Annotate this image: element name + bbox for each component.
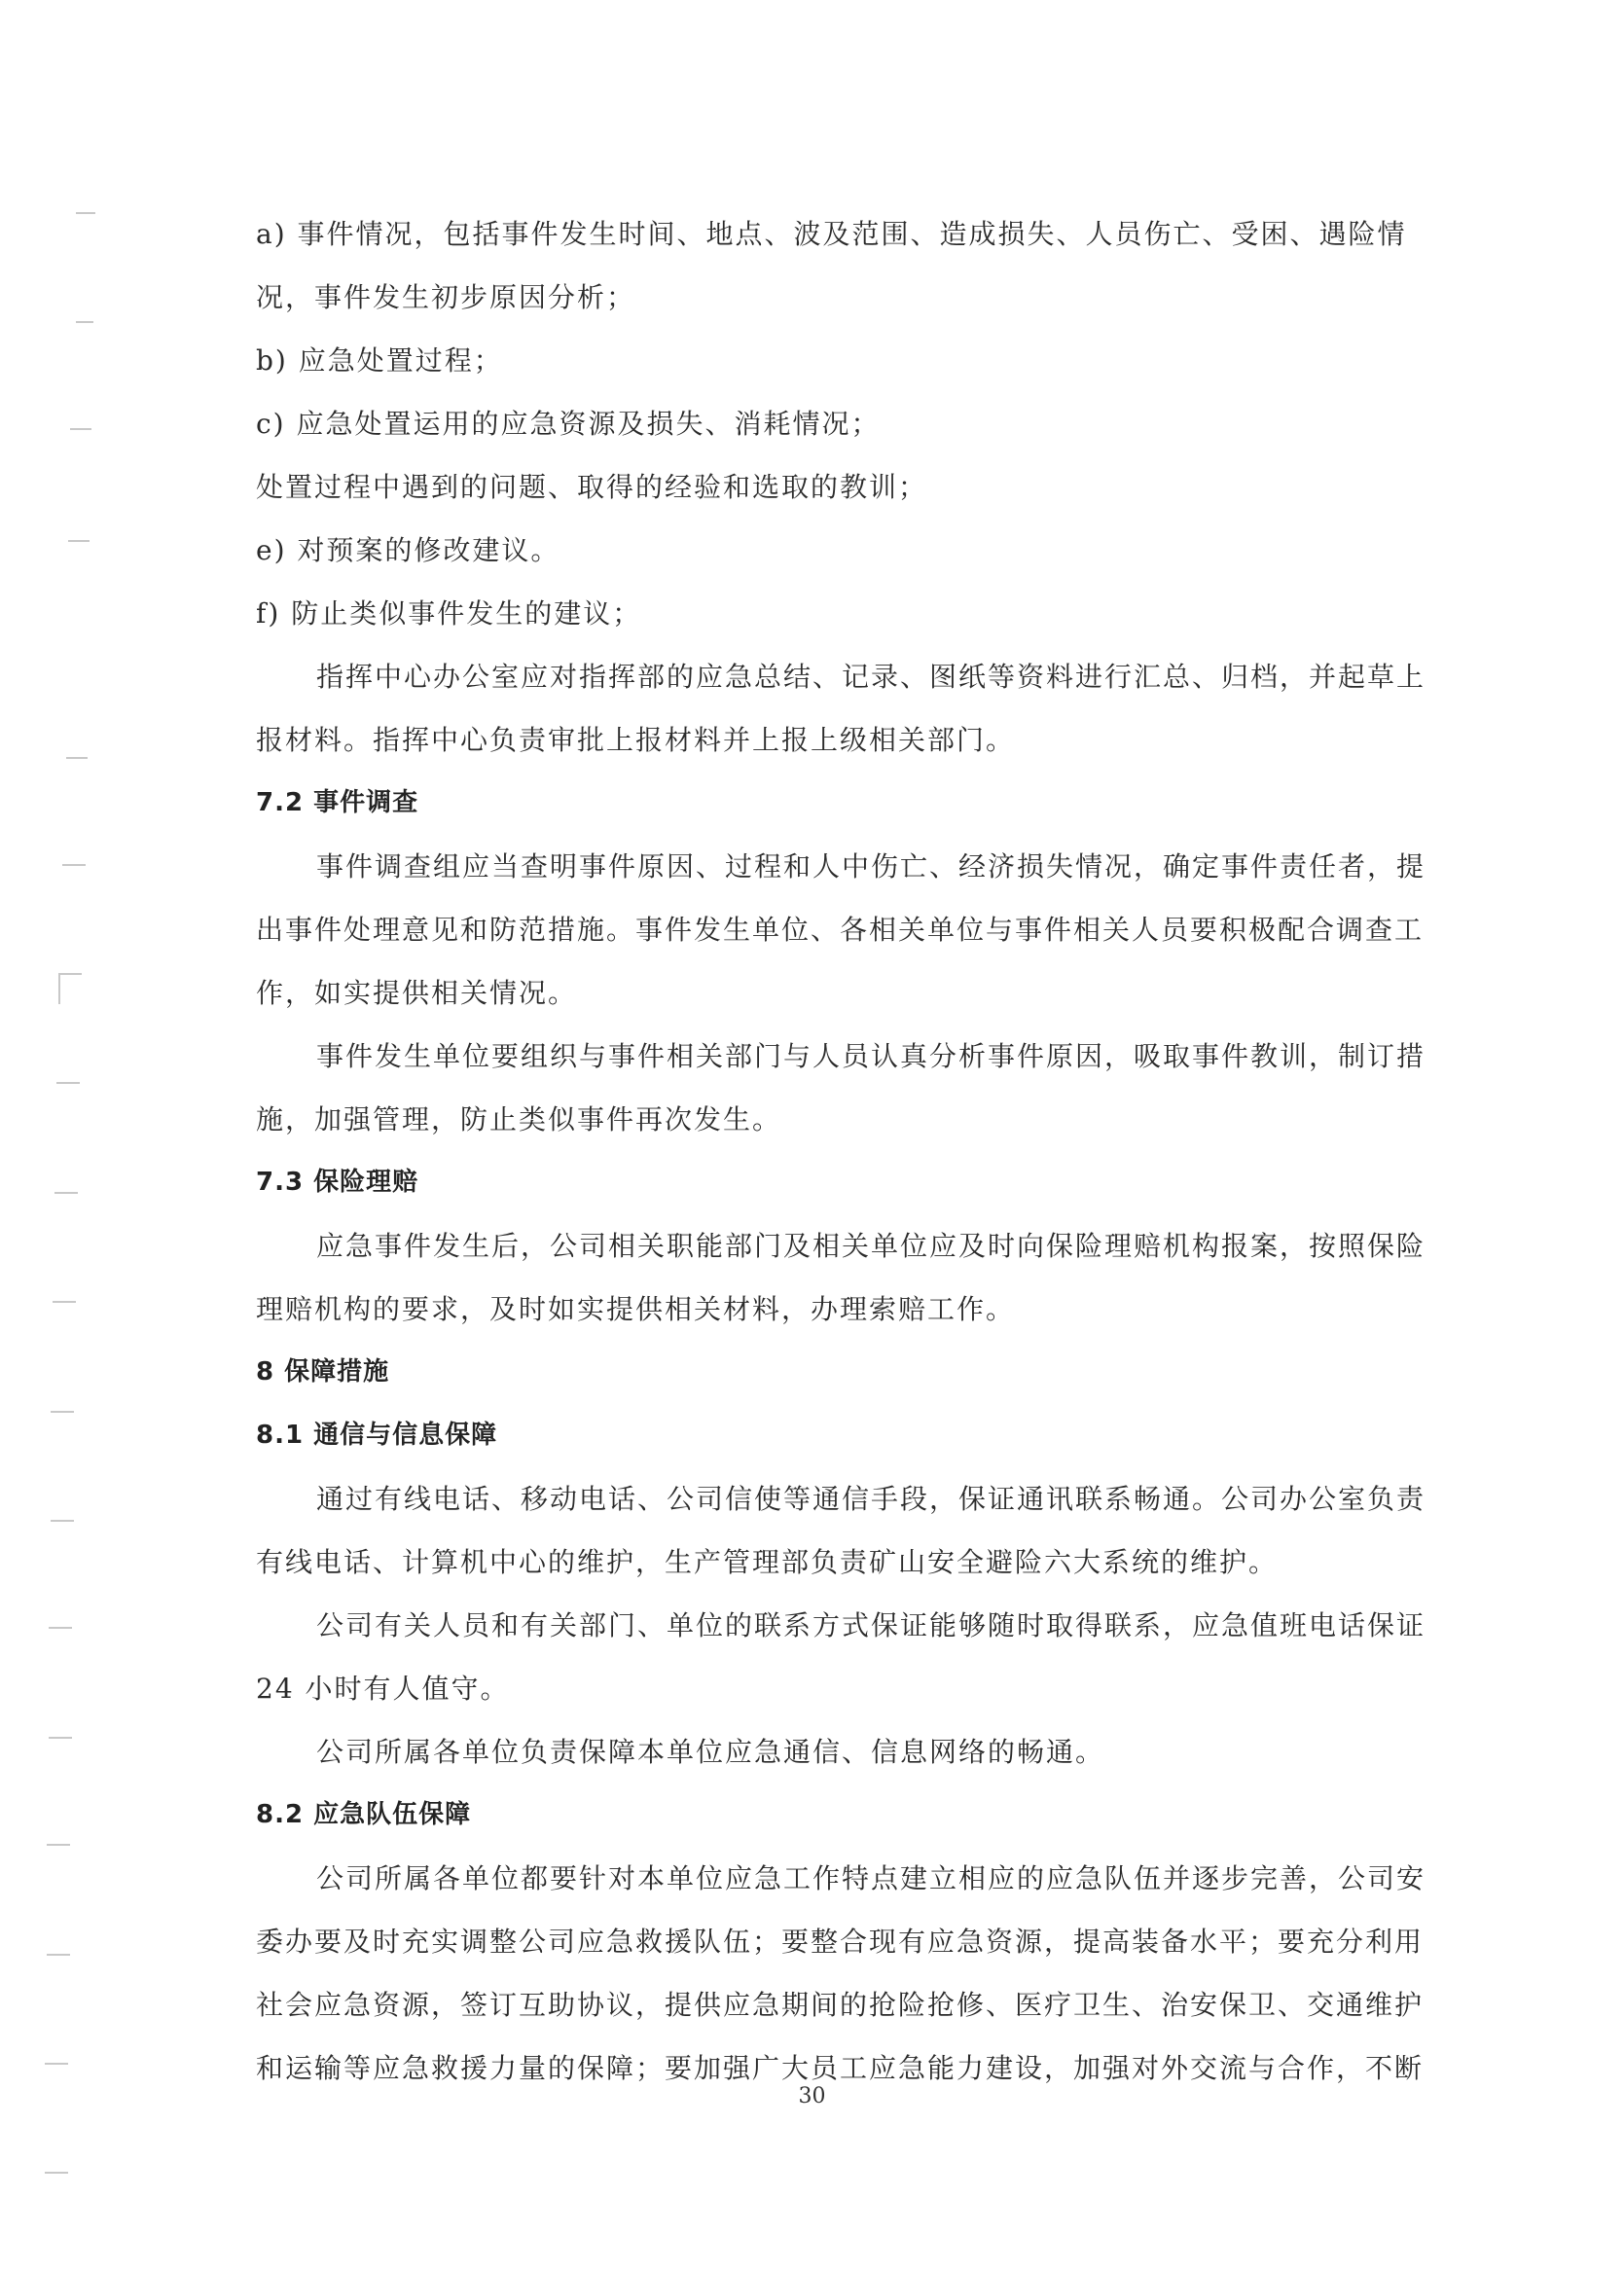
- paragraph-line: 指挥中心办公室应对指挥部的应急总结、记录、图纸等资料进行汇总、归档，并起草上: [316, 661, 1426, 693]
- list-item-a-line1: a) 事件情况，包括事件发生时间、地点、波及范围、造成损失、人员伤亡、受困、遇险情: [256, 218, 1407, 250]
- paragraph-line: 和运输等应急救援力量的保障；要加强广大员工应急能力建设，加强对外交流与合作，不断: [256, 2052, 1425, 2084]
- scan-mark: [58, 975, 60, 1004]
- paragraph-line: 报材料。指挥中心负责审批上报材料并上报上级相关部门。: [256, 724, 1016, 756]
- list-item-d: 处置过程中遇到的问题、取得的经验和选取的教训；: [256, 471, 928, 503]
- paragraph-line: 事件发生单位要组织与事件相关部门与人员认真分析事件原因，吸取事件教训，制订措: [316, 1040, 1426, 1072]
- scan-mark: [45, 2172, 68, 2174]
- scan-mark: [51, 1411, 74, 1413]
- paragraph-line: 通过有线电话、移动电话、公司信使等通信手段，保证通讯联系畅通。公司办公室负责: [316, 1483, 1426, 1515]
- scan-mark: [58, 973, 82, 975]
- paragraph-line: 社会应急资源，签订互助协议，提供应急期间的抢险抢修、医疗卫生、治安保卫、交通维护: [256, 1989, 1425, 2021]
- paragraph-line: 理赔机构的要求，及时如实提供相关材料，办理索赔工作。: [256, 1293, 1016, 1325]
- paragraph-line: 出事件处理意见和防范措施。事件发生单位、各相关单位与事件相关人员要积极配合调查工: [256, 914, 1425, 946]
- paragraph-line: 应急事件发生后，公司相关职能部门及相关单位应及时向保险理赔机构报案，按照保险: [316, 1230, 1426, 1262]
- paragraph-line: 事件调查组应当查明事件原因、过程和人中伤亡、经济损失情况，确定事件责任者，提: [316, 850, 1426, 883]
- list-item-f: f) 防止类似事件发生的建议；: [256, 597, 642, 630]
- section-heading-7-3: 7.3 保险理赔: [256, 1168, 419, 1197]
- scan-mark: [56, 1082, 80, 1084]
- paragraph-line: 有线电话、计算机中心的维护，生产管理部负责矿山安全避险六大系统的维护。: [256, 1546, 1279, 1578]
- list-item-b: b) 应急处置过程；: [256, 344, 503, 377]
- scan-mark: [76, 321, 93, 323]
- list-item-e: e) 对预案的修改建议。: [256, 534, 560, 566]
- scan-mark: [51, 1520, 74, 1522]
- section-heading-8: 8 保障措施: [256, 1357, 390, 1387]
- scan-mark: [49, 1737, 72, 1739]
- scan-mark: [66, 757, 88, 759]
- scan-mark: [70, 428, 91, 430]
- section-heading-7-2: 7.2 事件调查: [256, 788, 419, 817]
- paragraph-line: 24 小时有人值守。: [256, 1673, 510, 1705]
- section-heading-8-2: 8.2 应急队伍保障: [256, 1800, 472, 1829]
- paragraph-line: 公司有关人员和有关部门、单位的联系方式保证能够随时取得联系，应急值班电话保证: [316, 1609, 1426, 1641]
- paragraph-line: 作，如实提供相关情况。: [256, 977, 578, 1009]
- scan-mark: [49, 1627, 72, 1629]
- scan-mark: [47, 1954, 70, 1956]
- body-text: [256, 202, 1426, 2100]
- paragraph-line: 公司所属各单位负责保障本单位应急通信、信息网络的畅通。: [316, 1736, 1105, 1768]
- paragraph-line: 公司所属各单位都要针对本单位应急工作特点建立相应的应急队伍并逐步完善，公司安: [316, 1862, 1426, 1894]
- page-number: 30: [798, 2084, 826, 2108]
- scan-mark: [76, 212, 95, 214]
- paragraph-line: 施，加强管理，防止类似事件再次发生。: [256, 1103, 782, 1135]
- paragraph-line: 委办要及时充实调整公司应急救援队伍；要整合现有应急资源，提高装备水平；要充分利用: [256, 1926, 1425, 1958]
- scan-mark: [47, 1844, 70, 1846]
- list-item-a-line2: 况，事件发生初步原因分析；: [256, 281, 636, 313]
- list-item-c: c) 应急处置运用的应急资源及损失、消耗情况；: [256, 408, 881, 440]
- scan-mark: [53, 1301, 76, 1303]
- section-heading-8-1: 8.1 通信与信息保障: [256, 1421, 498, 1450]
- scan-mark: [62, 864, 86, 866]
- scan-mark: [54, 1192, 78, 1194]
- scan-mark: [45, 2063, 68, 2065]
- scan-mark: [68, 540, 90, 542]
